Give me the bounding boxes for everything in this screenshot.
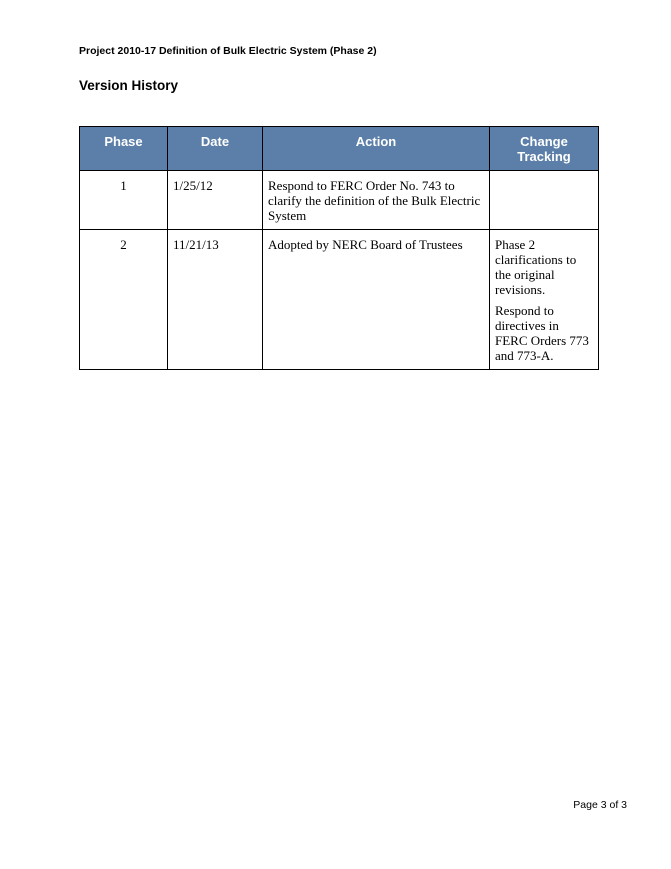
change-tracking-note: Respond to directives in FERC Orders 773 and 773-A. [495, 303, 589, 363]
table-header-row [80, 127, 599, 171]
version-history-table [79, 126, 599, 370]
action-cell: Adopted by NERC Board of Trustees [263, 230, 490, 370]
section-title: Version History [79, 78, 179, 93]
date-cell: 11/21/13 [168, 230, 263, 370]
action-cell: Respond to FERC Order No. 743 to clarify the definition of the Bulk Electric System [263, 171, 490, 230]
page-number: Page 3 of 3 [573, 799, 627, 811]
phase-cell: 2 [80, 230, 168, 370]
table-row [80, 230, 599, 370]
change-tracking-cell [490, 230, 599, 370]
change-tracking-cell [490, 171, 599, 230]
change-tracking-note: Phase 2 clarifications to the original revisions. [495, 237, 577, 297]
column-header-action: Action [263, 127, 490, 171]
column-header-date: Date [168, 127, 263, 171]
phase-cell: 1 [80, 171, 168, 230]
column-header-phase: Phase [80, 127, 168, 171]
table-row [80, 171, 599, 230]
date-cell: 1/25/12 [168, 171, 263, 230]
document-header: Project 2010-17 Definition of Bulk Electric System (Phase 2) [79, 45, 377, 57]
column-header-change-tracking: Change Tracking [490, 127, 599, 171]
